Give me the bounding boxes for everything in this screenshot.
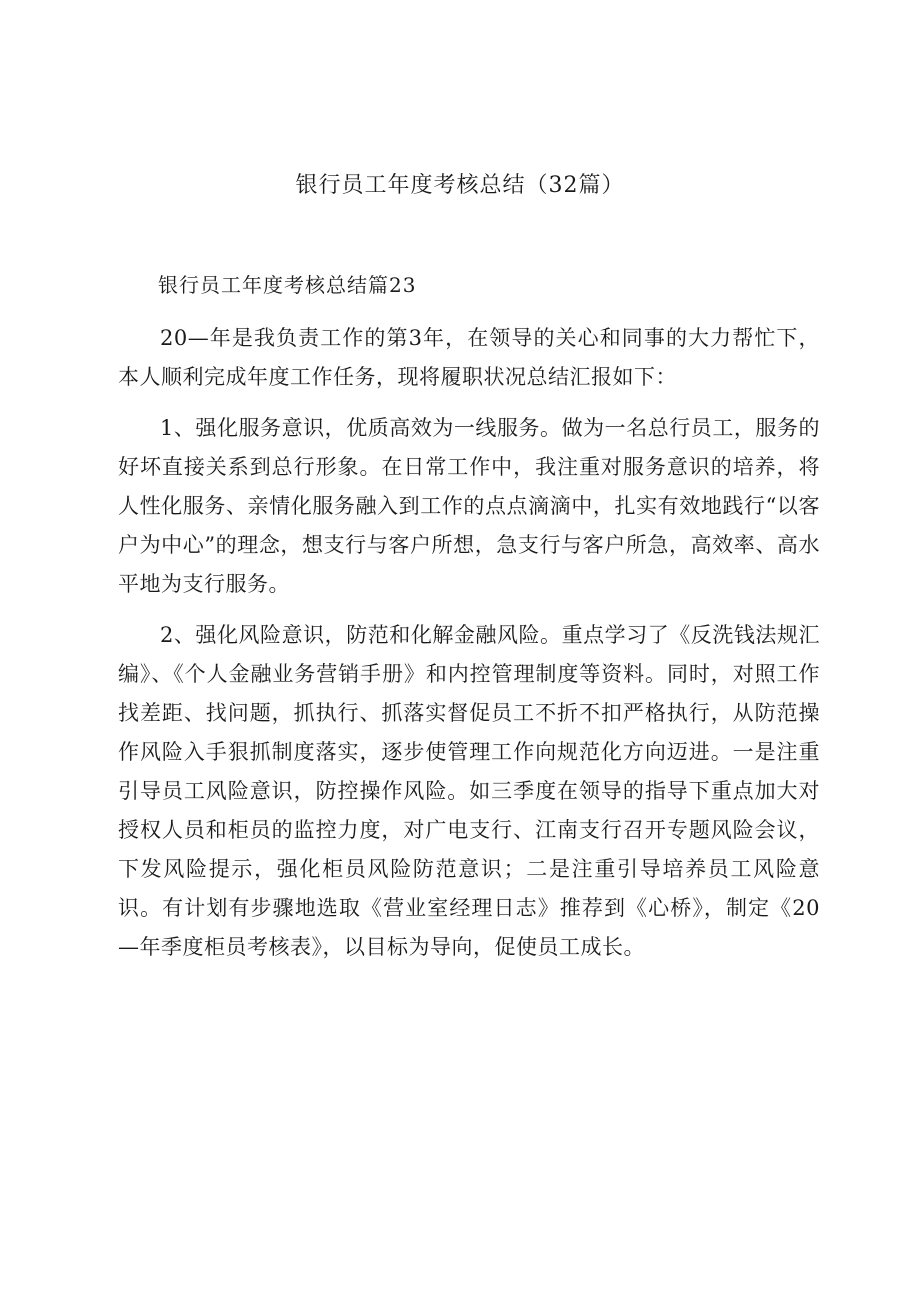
paragraph-intro: 20—年是我负责工作的第3年，在领导的关心和同事的大力帮忙下，本人顺利完成年度工作任务，现将履职状况总结汇报如下： [118, 326, 820, 389]
paragraph-service: 1、强化服务意识，优质高效为一线服务。做为一名总行员工，服务的好坏直接关系到总行形象。在日常工作中，我注重对服务意识的培养，将人性化服务、亲情化服务融入到工作的点点滴滴中，扎实有效地践行“以客户为中心”的理念，想支行与客户所想，急支行与客户所急，高效率、高水平地为支行服务。 [118, 416, 820, 596]
section-heading: 银行员工年度考核总结篇23 [158, 273, 417, 297]
paragraph-risk: 2、强化风险意识，防范和化解金融风险。重点学习了《反洗钱法规汇编》、《个人金融业务营销手册》和内控管理制度等资料。同时，对照工作找差距、找问题，抓执行、抓落实督促员工不折不扣严格执行，从防范操作风险入手狠抓制度落实，逐步使管理工作向规范化方向迈进。一是注重引导员工风险意识，防控操作风险。如三季度在领导的指导下重点加大对授权人员和柜员的监控力度，对广电支行、江南支行召开专题风险会议，下发风险提示，强化柜员风险防范意识；二是注重引导培养员工风险意识。有计划有步骤地选取《营业室经理日志》推荐到《心桥》，制定《20—年季度柜员考核表》，以目标为导向，促使员工成长。 [118, 623, 820, 959]
document-body [118, 266, 820, 967]
document-title: 银行员工年度考核总结（32篇） [295, 173, 625, 198]
